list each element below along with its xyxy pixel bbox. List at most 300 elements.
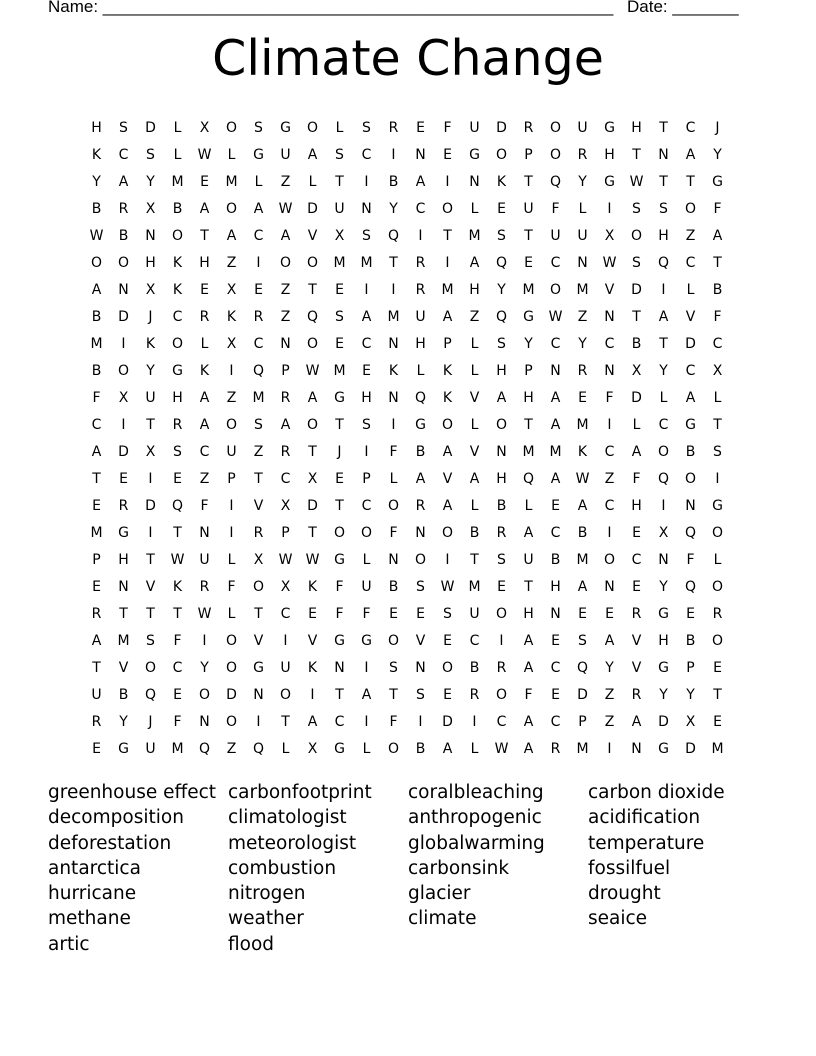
grid-cell[interactable]: H bbox=[199, 254, 210, 271]
grid-cell[interactable]: G bbox=[334, 551, 345, 568]
grid-cell[interactable]: W bbox=[89, 227, 104, 244]
grid-cell[interactable]: E bbox=[308, 605, 317, 622]
grid-cell[interactable]: E bbox=[713, 659, 722, 676]
grid-cell[interactable]: R bbox=[577, 362, 588, 379]
grid-cell[interactable]: H bbox=[658, 632, 669, 649]
grid-cell[interactable]: L bbox=[173, 119, 182, 136]
grid-cell[interactable]: E bbox=[416, 119, 425, 136]
grid-cell[interactable]: O bbox=[549, 281, 562, 298]
grid-cell[interactable]: V bbox=[307, 227, 318, 244]
grid-cell[interactable]: E bbox=[632, 578, 641, 595]
grid-cell[interactable]: N bbox=[415, 146, 426, 163]
grid-cell[interactable]: T bbox=[254, 605, 263, 622]
grid-cell[interactable]: C bbox=[415, 200, 426, 217]
grid-cell[interactable]: O bbox=[684, 470, 697, 487]
grid-cell[interactable]: S bbox=[659, 200, 668, 217]
grid-cell[interactable]: Q bbox=[657, 254, 670, 271]
grid-cell[interactable]: V bbox=[415, 632, 426, 649]
grid-cell[interactable]: X bbox=[226, 335, 237, 352]
grid-cell[interactable]: G bbox=[604, 173, 615, 190]
grid-cell[interactable]: T bbox=[389, 686, 398, 703]
grid-cell[interactable]: A bbox=[91, 443, 102, 460]
grid-cell[interactable]: S bbox=[497, 551, 506, 568]
grid-cell[interactable]: S bbox=[632, 254, 641, 271]
grid-cell[interactable]: Y bbox=[524, 335, 533, 352]
grid-cell[interactable]: S bbox=[362, 227, 371, 244]
grid-cell[interactable]: G bbox=[118, 524, 129, 541]
grid-cell[interactable]: S bbox=[389, 659, 398, 676]
grid-cell[interactable]: P bbox=[578, 713, 587, 730]
grid-cell[interactable]: Q bbox=[252, 362, 265, 379]
grid-cell[interactable]: G bbox=[118, 740, 129, 757]
grid-cell[interactable]: Y bbox=[578, 173, 587, 190]
grid-cell[interactable]: Z bbox=[199, 470, 210, 487]
grid-cell[interactable]: O bbox=[117, 254, 130, 271]
grid-cell[interactable]: O bbox=[495, 416, 508, 433]
grid-cell[interactable]: X bbox=[118, 389, 129, 406]
grid-cell[interactable]: N bbox=[118, 281, 129, 298]
grid-cell[interactable]: L bbox=[713, 551, 722, 568]
grid-cell[interactable]: E bbox=[632, 524, 641, 541]
grid-cell[interactable]: A bbox=[118, 173, 129, 190]
grid-cell[interactable]: U bbox=[577, 227, 588, 244]
grid-cell[interactable]: F bbox=[92, 389, 101, 406]
grid-cell[interactable]: H bbox=[550, 578, 561, 595]
grid-cell[interactable]: N bbox=[658, 551, 669, 568]
grid-cell[interactable]: E bbox=[200, 281, 209, 298]
grid-cell[interactable]: Q bbox=[387, 227, 400, 244]
grid-cell[interactable]: X bbox=[280, 578, 291, 595]
grid-cell[interactable]: N bbox=[145, 227, 156, 244]
grid-cell[interactable]: K bbox=[307, 659, 318, 676]
grid-cell[interactable]: E bbox=[200, 173, 209, 190]
grid-cell[interactable]: L bbox=[227, 605, 236, 622]
grid-cell[interactable]: A bbox=[577, 578, 588, 595]
grid-cell[interactable]: A bbox=[577, 497, 588, 514]
grid-cell[interactable]: S bbox=[173, 443, 182, 460]
grid-cell[interactable]: N bbox=[496, 443, 507, 460]
grid-cell[interactable]: I bbox=[364, 443, 369, 460]
grid-cell[interactable]: B bbox=[685, 632, 696, 649]
grid-cell[interactable]: U bbox=[469, 119, 480, 136]
grid-cell[interactable]: I bbox=[607, 524, 612, 541]
grid-cell[interactable]: R bbox=[118, 200, 129, 217]
grid-cell[interactable]: A bbox=[631, 713, 642, 730]
grid-cell[interactable]: A bbox=[631, 443, 642, 460]
grid-cell[interactable]: N bbox=[253, 686, 264, 703]
grid-cell[interactable]: T bbox=[443, 227, 452, 244]
grid-cell[interactable]: V bbox=[631, 659, 642, 676]
grid-cell[interactable]: G bbox=[253, 146, 264, 163]
grid-cell[interactable]: Y bbox=[146, 173, 155, 190]
grid-cell[interactable]: E bbox=[416, 605, 425, 622]
grid-cell[interactable]: X bbox=[685, 713, 696, 730]
grid-cell[interactable]: M bbox=[576, 740, 589, 757]
grid-cell[interactable]: C bbox=[685, 254, 696, 271]
grid-cell[interactable]: O bbox=[306, 335, 319, 352]
grid-cell[interactable]: Z bbox=[469, 308, 480, 325]
grid-cell[interactable]: I bbox=[310, 686, 315, 703]
grid-cell[interactable]: T bbox=[632, 146, 641, 163]
grid-cell[interactable]: I bbox=[418, 713, 423, 730]
grid-cell[interactable]: E bbox=[713, 713, 722, 730]
grid-cell[interactable]: Q bbox=[171, 497, 184, 514]
grid-cell[interactable]: F bbox=[335, 605, 344, 622]
grid-cell[interactable]: M bbox=[576, 416, 589, 433]
grid-cell[interactable]: T bbox=[713, 254, 722, 271]
grid-cell[interactable]: B bbox=[118, 686, 129, 703]
grid-cell[interactable]: E bbox=[551, 686, 560, 703]
grid-cell[interactable]: Y bbox=[605, 659, 614, 676]
grid-cell[interactable]: G bbox=[415, 416, 426, 433]
grid-cell[interactable]: B bbox=[631, 335, 642, 352]
grid-cell[interactable]: I bbox=[715, 470, 720, 487]
grid-cell[interactable]: G bbox=[172, 362, 183, 379]
grid-cell[interactable]: D bbox=[685, 335, 696, 352]
grid-cell[interactable]: L bbox=[632, 416, 641, 433]
grid-cell[interactable]: T bbox=[659, 119, 668, 136]
grid-cell[interactable]: N bbox=[577, 254, 588, 271]
grid-cell[interactable]: E bbox=[335, 281, 344, 298]
grid-cell[interactable]: W bbox=[602, 254, 617, 271]
grid-cell[interactable]: M bbox=[225, 173, 238, 190]
grid-cell[interactable]: I bbox=[472, 713, 477, 730]
grid-cell[interactable]: T bbox=[335, 416, 344, 433]
grid-cell[interactable]: M bbox=[333, 254, 346, 271]
grid-cell[interactable]: Y bbox=[659, 578, 668, 595]
grid-cell[interactable]: N bbox=[199, 713, 210, 730]
grid-cell[interactable]: Z bbox=[604, 713, 615, 730]
grid-cell[interactable]: E bbox=[578, 389, 587, 406]
grid-cell[interactable]: O bbox=[549, 146, 562, 163]
grid-cell[interactable]: W bbox=[305, 551, 320, 568]
grid-cell[interactable]: X bbox=[712, 362, 723, 379]
grid-cell[interactable]: T bbox=[92, 659, 101, 676]
grid-cell[interactable]: M bbox=[468, 227, 481, 244]
grid-cell[interactable]: I bbox=[364, 713, 369, 730]
grid-cell[interactable]: A bbox=[226, 227, 237, 244]
grid-cell[interactable]: R bbox=[199, 578, 210, 595]
grid-cell[interactable]: H bbox=[604, 146, 615, 163]
grid-cell[interactable]: C bbox=[172, 659, 183, 676]
grid-cell[interactable]: L bbox=[416, 362, 425, 379]
grid-cell[interactable]: P bbox=[524, 146, 533, 163]
grid-cell[interactable]: B bbox=[415, 443, 426, 460]
grid-cell[interactable]: R bbox=[496, 524, 507, 541]
grid-cell[interactable]: C bbox=[172, 308, 183, 325]
grid-cell[interactable]: L bbox=[227, 146, 236, 163]
grid-cell[interactable]: B bbox=[712, 281, 723, 298]
grid-cell[interactable]: I bbox=[229, 362, 234, 379]
grid-cell[interactable]: K bbox=[145, 335, 156, 352]
grid-cell[interactable]: F bbox=[362, 605, 371, 622]
grid-cell[interactable]: E bbox=[173, 686, 182, 703]
grid-cell[interactable]: A bbox=[523, 713, 534, 730]
grid-cell[interactable]: B bbox=[172, 200, 183, 217]
grid-cell[interactable]: Z bbox=[280, 308, 291, 325]
grid-cell[interactable]: R bbox=[415, 254, 426, 271]
grid-cell[interactable]: S bbox=[335, 308, 344, 325]
grid-cell[interactable]: M bbox=[549, 443, 562, 460]
grid-cell[interactable]: U bbox=[550, 227, 561, 244]
grid-cell[interactable]: G bbox=[361, 632, 372, 649]
grid-cell[interactable]: B bbox=[118, 227, 129, 244]
grid-cell[interactable]: I bbox=[607, 416, 612, 433]
grid-cell[interactable]: A bbox=[307, 389, 318, 406]
grid-cell[interactable]: F bbox=[389, 443, 398, 460]
grid-cell[interactable]: N bbox=[658, 146, 669, 163]
grid-cell[interactable]: A bbox=[442, 740, 453, 757]
grid-cell[interactable]: K bbox=[442, 389, 453, 406]
grid-cell[interactable]: C bbox=[361, 335, 372, 352]
grid-cell[interactable]: Y bbox=[659, 686, 668, 703]
grid-cell[interactable]: O bbox=[495, 605, 508, 622]
grid-cell[interactable]: A bbox=[442, 308, 453, 325]
grid-cell[interactable]: B bbox=[91, 308, 102, 325]
grid-cell[interactable]: A bbox=[469, 254, 480, 271]
grid-cell[interactable]: A bbox=[415, 470, 426, 487]
grid-cell[interactable]: K bbox=[307, 578, 318, 595]
grid-cell[interactable]: T bbox=[713, 686, 722, 703]
grid-cell[interactable]: A bbox=[496, 389, 507, 406]
grid-cell[interactable]: R bbox=[496, 659, 507, 676]
grid-cell[interactable]: L bbox=[524, 497, 533, 514]
grid-cell[interactable]: E bbox=[443, 686, 452, 703]
grid-cell[interactable]: S bbox=[146, 146, 155, 163]
grid-cell[interactable]: A bbox=[307, 146, 318, 163]
grid-cell[interactable]: A bbox=[685, 389, 696, 406]
grid-cell[interactable]: H bbox=[415, 335, 426, 352]
grid-cell[interactable]: N bbox=[388, 551, 399, 568]
grid-cell[interactable]: F bbox=[389, 713, 398, 730]
grid-cell[interactable]: C bbox=[550, 659, 561, 676]
grid-cell[interactable]: J bbox=[148, 713, 153, 730]
grid-cell[interactable]: Q bbox=[657, 470, 670, 487]
grid-cell[interactable]: S bbox=[362, 119, 371, 136]
grid-cell[interactable]: C bbox=[685, 362, 696, 379]
grid-cell[interactable]: A bbox=[523, 740, 534, 757]
grid-cell[interactable]: P bbox=[92, 551, 101, 568]
grid-cell[interactable]: Y bbox=[713, 146, 722, 163]
grid-cell[interactable]: N bbox=[550, 362, 561, 379]
grid-cell[interactable]: C bbox=[280, 605, 291, 622]
grid-cell[interactable]: F bbox=[524, 686, 533, 703]
grid-cell[interactable]: H bbox=[496, 470, 507, 487]
grid-cell[interactable]: V bbox=[442, 470, 453, 487]
grid-cell[interactable]: P bbox=[281, 524, 290, 541]
grid-cell[interactable]: O bbox=[711, 578, 724, 595]
grid-cell[interactable]: A bbox=[91, 632, 102, 649]
grid-cell[interactable]: N bbox=[388, 389, 399, 406]
grid-cell[interactable]: S bbox=[335, 146, 344, 163]
grid-cell[interactable]: O bbox=[387, 497, 400, 514]
grid-cell[interactable]: L bbox=[335, 119, 344, 136]
grid-cell[interactable]: N bbox=[604, 362, 615, 379]
grid-cell[interactable]: M bbox=[468, 578, 481, 595]
grid-cell[interactable]: R bbox=[415, 281, 426, 298]
grid-cell[interactable]: Z bbox=[280, 173, 291, 190]
grid-cell[interactable]: O bbox=[684, 200, 697, 217]
grid-cell[interactable]: I bbox=[283, 632, 288, 649]
grid-cell[interactable]: I bbox=[607, 200, 612, 217]
grid-cell[interactable]: V bbox=[253, 632, 264, 649]
grid-cell[interactable]: Y bbox=[200, 659, 209, 676]
grid-cell[interactable]: E bbox=[362, 362, 371, 379]
grid-cell[interactable]: U bbox=[361, 578, 372, 595]
grid-cell[interactable]: T bbox=[632, 308, 641, 325]
grid-cell[interactable]: F bbox=[443, 119, 452, 136]
grid-cell[interactable]: B bbox=[577, 524, 588, 541]
grid-cell[interactable]: G bbox=[658, 659, 669, 676]
grid-cell[interactable]: F bbox=[713, 308, 722, 325]
grid-cell[interactable]: C bbox=[253, 335, 264, 352]
grid-cell[interactable]: R bbox=[631, 686, 642, 703]
grid-cell[interactable]: X bbox=[145, 281, 156, 298]
grid-cell[interactable]: I bbox=[256, 254, 261, 271]
grid-cell[interactable]: R bbox=[118, 497, 129, 514]
grid-cell[interactable]: M bbox=[117, 632, 130, 649]
grid-cell[interactable]: V bbox=[469, 389, 480, 406]
grid-cell[interactable]: I bbox=[391, 281, 396, 298]
grid-cell[interactable]: M bbox=[576, 551, 589, 568]
grid-cell[interactable]: G bbox=[469, 146, 480, 163]
grid-cell[interactable]: A bbox=[469, 470, 480, 487]
grid-cell[interactable]: M bbox=[90, 524, 103, 541]
grid-cell[interactable]: B bbox=[685, 443, 696, 460]
grid-cell[interactable]: N bbox=[415, 524, 426, 541]
grid-cell[interactable]: A bbox=[442, 497, 453, 514]
grid-cell[interactable]: L bbox=[470, 497, 479, 514]
grid-cell[interactable]: F bbox=[173, 632, 182, 649]
grid-cell[interactable]: O bbox=[306, 119, 319, 136]
grid-cell[interactable]: A bbox=[658, 308, 669, 325]
grid-cell[interactable]: N bbox=[388, 335, 399, 352]
grid-cell[interactable]: O bbox=[360, 524, 373, 541]
grid-cell[interactable]: L bbox=[281, 740, 290, 757]
grid-cell[interactable]: A bbox=[550, 416, 561, 433]
grid-cell[interactable]: D bbox=[145, 119, 156, 136]
grid-cell[interactable]: H bbox=[118, 551, 129, 568]
grid-cell[interactable]: D bbox=[307, 497, 318, 514]
grid-cell[interactable]: S bbox=[254, 416, 263, 433]
grid-cell[interactable]: X bbox=[604, 227, 615, 244]
grid-cell[interactable]: G bbox=[604, 119, 615, 136]
grid-cell[interactable]: O bbox=[603, 551, 616, 568]
grid-cell[interactable]: B bbox=[415, 740, 426, 757]
grid-cell[interactable]: T bbox=[659, 335, 668, 352]
grid-cell[interactable]: E bbox=[335, 335, 344, 352]
grid-cell[interactable]: P bbox=[227, 470, 236, 487]
grid-cell[interactable]: T bbox=[335, 173, 344, 190]
grid-cell[interactable]: U bbox=[145, 740, 156, 757]
grid-cell[interactable]: C bbox=[280, 470, 291, 487]
grid-cell[interactable]: P bbox=[362, 470, 371, 487]
grid-cell[interactable]: V bbox=[604, 281, 615, 298]
grid-cell[interactable]: O bbox=[225, 632, 238, 649]
grid-cell[interactable]: G bbox=[334, 740, 345, 757]
grid-cell[interactable]: N bbox=[685, 497, 696, 514]
grid-cell[interactable]: I bbox=[445, 173, 450, 190]
grid-cell[interactable]: L bbox=[227, 551, 236, 568]
grid-cell[interactable]: S bbox=[416, 686, 425, 703]
grid-cell[interactable]: O bbox=[387, 740, 400, 757]
grid-cell[interactable]: B bbox=[91, 200, 102, 217]
grid-cell[interactable]: E bbox=[92, 497, 101, 514]
grid-cell[interactable]: I bbox=[148, 524, 153, 541]
grid-cell[interactable]: Q bbox=[495, 254, 508, 271]
grid-cell[interactable]: C bbox=[604, 335, 615, 352]
grid-cell[interactable]: C bbox=[550, 524, 561, 541]
grid-cell[interactable]: B bbox=[91, 362, 102, 379]
grid-cell[interactable]: N bbox=[334, 659, 345, 676]
grid-cell[interactable]: O bbox=[414, 551, 427, 568]
grid-cell[interactable]: A bbox=[712, 227, 723, 244]
grid-cell[interactable]: Y bbox=[146, 362, 155, 379]
grid-cell[interactable]: A bbox=[685, 146, 696, 163]
grid-cell[interactable]: Q bbox=[576, 659, 589, 676]
grid-cell[interactable]: T bbox=[92, 470, 101, 487]
grid-cell[interactable]: A bbox=[253, 200, 264, 217]
grid-cell[interactable]: R bbox=[388, 119, 399, 136]
grid-cell[interactable]: L bbox=[470, 200, 479, 217]
grid-cell[interactable]: S bbox=[578, 632, 587, 649]
grid-cell[interactable]: X bbox=[253, 551, 264, 568]
grid-cell[interactable]: N bbox=[361, 200, 372, 217]
grid-cell[interactable]: H bbox=[631, 497, 642, 514]
grid-cell[interactable]: U bbox=[577, 119, 588, 136]
grid-cell[interactable]: I bbox=[202, 632, 207, 649]
grid-cell[interactable]: G bbox=[253, 659, 264, 676]
grid-cell[interactable]: R bbox=[253, 524, 264, 541]
grid-cell[interactable]: R bbox=[415, 497, 426, 514]
grid-cell[interactable]: X bbox=[307, 740, 318, 757]
grid-cell[interactable]: L bbox=[470, 335, 479, 352]
grid-cell[interactable]: R bbox=[550, 740, 561, 757]
grid-cell[interactable]: W bbox=[305, 362, 320, 379]
grid-cell[interactable]: W bbox=[170, 551, 185, 568]
grid-cell[interactable]: O bbox=[198, 686, 211, 703]
grid-cell[interactable]: Q bbox=[306, 308, 319, 325]
grid-cell[interactable]: D bbox=[577, 686, 588, 703]
grid-cell[interactable]: E bbox=[92, 578, 101, 595]
grid-cell[interactable]: A bbox=[415, 173, 426, 190]
grid-cell[interactable]: B bbox=[469, 659, 480, 676]
grid-cell[interactable]: L bbox=[578, 200, 587, 217]
grid-cell[interactable]: Q bbox=[198, 740, 211, 757]
grid-cell[interactable]: L bbox=[254, 173, 263, 190]
grid-cell[interactable]: L bbox=[713, 389, 722, 406]
grid-cell[interactable]: L bbox=[470, 416, 479, 433]
grid-cell[interactable]: D bbox=[685, 740, 696, 757]
grid-cell[interactable]: O bbox=[306, 254, 319, 271]
grid-cell[interactable]: P bbox=[524, 362, 533, 379]
grid-cell[interactable]: O bbox=[279, 254, 292, 271]
grid-cell[interactable]: D bbox=[118, 443, 129, 460]
grid-cell[interactable]: A bbox=[361, 686, 372, 703]
grid-cell[interactable]: H bbox=[658, 227, 669, 244]
grid-cell[interactable]: R bbox=[523, 119, 534, 136]
grid-cell[interactable]: F bbox=[551, 200, 560, 217]
grid-cell[interactable]: R bbox=[91, 713, 102, 730]
grid-cell[interactable]: R bbox=[631, 605, 642, 622]
grid-cell[interactable]: K bbox=[577, 443, 588, 460]
grid-cell[interactable]: A bbox=[442, 443, 453, 460]
grid-cell[interactable]: D bbox=[118, 308, 129, 325]
grid-cell[interactable]: C bbox=[91, 416, 102, 433]
grid-cell[interactable]: S bbox=[146, 632, 155, 649]
grid-cell[interactable]: L bbox=[362, 551, 371, 568]
grid-cell[interactable]: U bbox=[280, 659, 291, 676]
